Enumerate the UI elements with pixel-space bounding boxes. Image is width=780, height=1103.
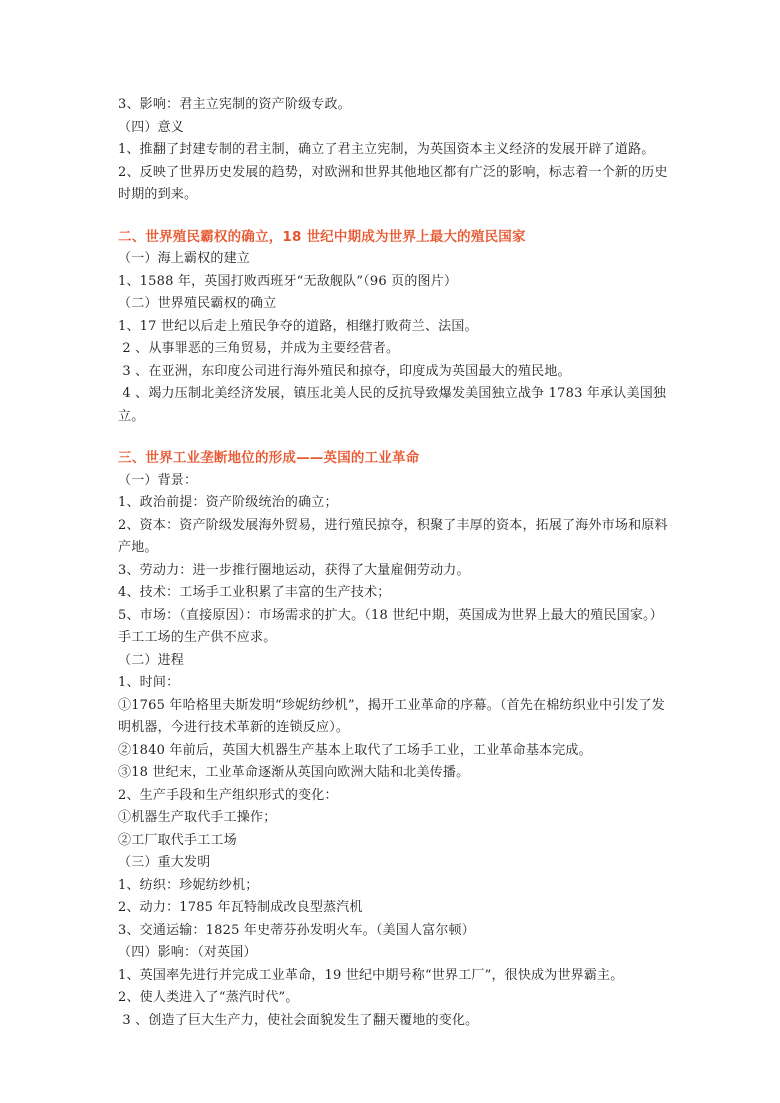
paragraph: ①机器生产取代手工操作；	[118, 810, 277, 825]
paragraph: 1、推翻了封建专制的君主制，确立了君主立宪制，为英国资本主义经济的发展开辟了道路。	[118, 142, 655, 157]
paragraph: （三）重大发明	[118, 855, 211, 870]
paragraph: 4 、竭力压制北美经济发展，镇压北美人民的反抗导致爆发美国独立战争 1783 年承认美国独立。	[118, 386, 667, 424]
section-heading: 二、世界殖民霸权的确立，18 世纪中期成为世界上最大的殖民国家	[118, 228, 526, 245]
paragraph: 3、劳动力：进一步推行圈地运动，获得了大量雇佣劳动力。	[118, 562, 470, 578]
paragraph: ①1765 年哈格里夫斯发明“珍妮纺纱机”，揭开工业革命的序幕。（首先在棉纺织业中引发了发明机器，今进行技术革新的连锁反应）。	[118, 697, 666, 735]
paragraph: （一）背景：	[118, 472, 198, 488]
paragraph: 2、生产手段和生产组织形式的变化：	[118, 787, 338, 803]
paragraph: ②工厂取代手工工场	[118, 832, 237, 848]
paragraph: 2、使人类进入了“蒸汽时代”。	[118, 990, 299, 1005]
paragraph: 1、政治前提：资产阶级统治的确立；	[118, 495, 338, 510]
paragraph: 1、纺织：珍妮纺纱机；	[118, 877, 259, 893]
paragraph: （四）意义	[118, 119, 185, 135]
paragraph: ③18 世纪末，工业革命逐渐从英国向欧洲大陆和北美传播。	[118, 765, 470, 780]
paragraph: 1、1588 年，英国打败西班牙“无敌舰队”（96 页的图片）	[118, 273, 458, 289]
paragraph: 2、动力：1785 年瓦特制成改良型蒸汽机	[118, 900, 363, 915]
paragraph: （一）海上霸权的建立	[118, 251, 251, 266]
section-heading: 三、世界工业垄断地位的形成——英国的工业革命	[118, 450, 420, 466]
paragraph: 4、技术：工场手工业积累了丰富的生产技术；	[118, 585, 391, 600]
section-spacer	[118, 428, 668, 447]
paragraph: 3 、在亚洲，东印度公司进行海外殖民和掠夺，印度成为英国最大的殖民地。	[118, 363, 571, 379]
paragraph: 1、17 世纪以后走上殖民争夺的道路，相继打败荷兰、法国。	[118, 318, 478, 334]
paragraph: （二）世界殖民霸权的确立	[118, 296, 277, 311]
section-spacer	[118, 207, 668, 226]
paragraph: 1、英国率先进行并完成工业革命，19 世纪中期号称“世界工厂”，很快成为世界霸主。	[118, 967, 624, 983]
paragraph: （二）进程	[118, 652, 185, 668]
document-body	[118, 94, 668, 1032]
paragraph: 2 、从事罪恶的三角贸易，并成为主要经营者。	[118, 341, 400, 356]
paragraph: 1、时间：	[118, 675, 180, 690]
paragraph: 5、市场：（直接原因）：市场需求的扩大。（18 世纪中期，英国成为世界上最大的殖民国家。）手工工场的生产供不应求。	[118, 607, 663, 645]
paragraph: 2、反映了世界历史发展的趋势，对欧洲和世界其他地区都有广泛的影响，标志着一个新的历史时期的到来。	[118, 164, 668, 202]
paragraph: 2、资本：资产阶级发展海外贸易，进行殖民掠夺，积聚了丰厚的资本，拓展了海外市场和原料产地。	[118, 517, 668, 555]
paragraph: ②1840 年前后，英国大机器生产基本上取代了工场手工业，工业革命基本完成。	[118, 742, 592, 758]
paragraph: 3、交通运输：1825 年史蒂芬孙发明火车。（美国人富尔顿）	[118, 922, 475, 938]
paragraph: （四）影响：（对英国）	[118, 945, 257, 960]
paragraph: 3 、创造了巨大生产力，使社会面貌发生了翻天覆地的变化。	[118, 1012, 479, 1028]
paragraph: 3、影响：君主立宪制的资产阶级专政。	[118, 97, 351, 112]
